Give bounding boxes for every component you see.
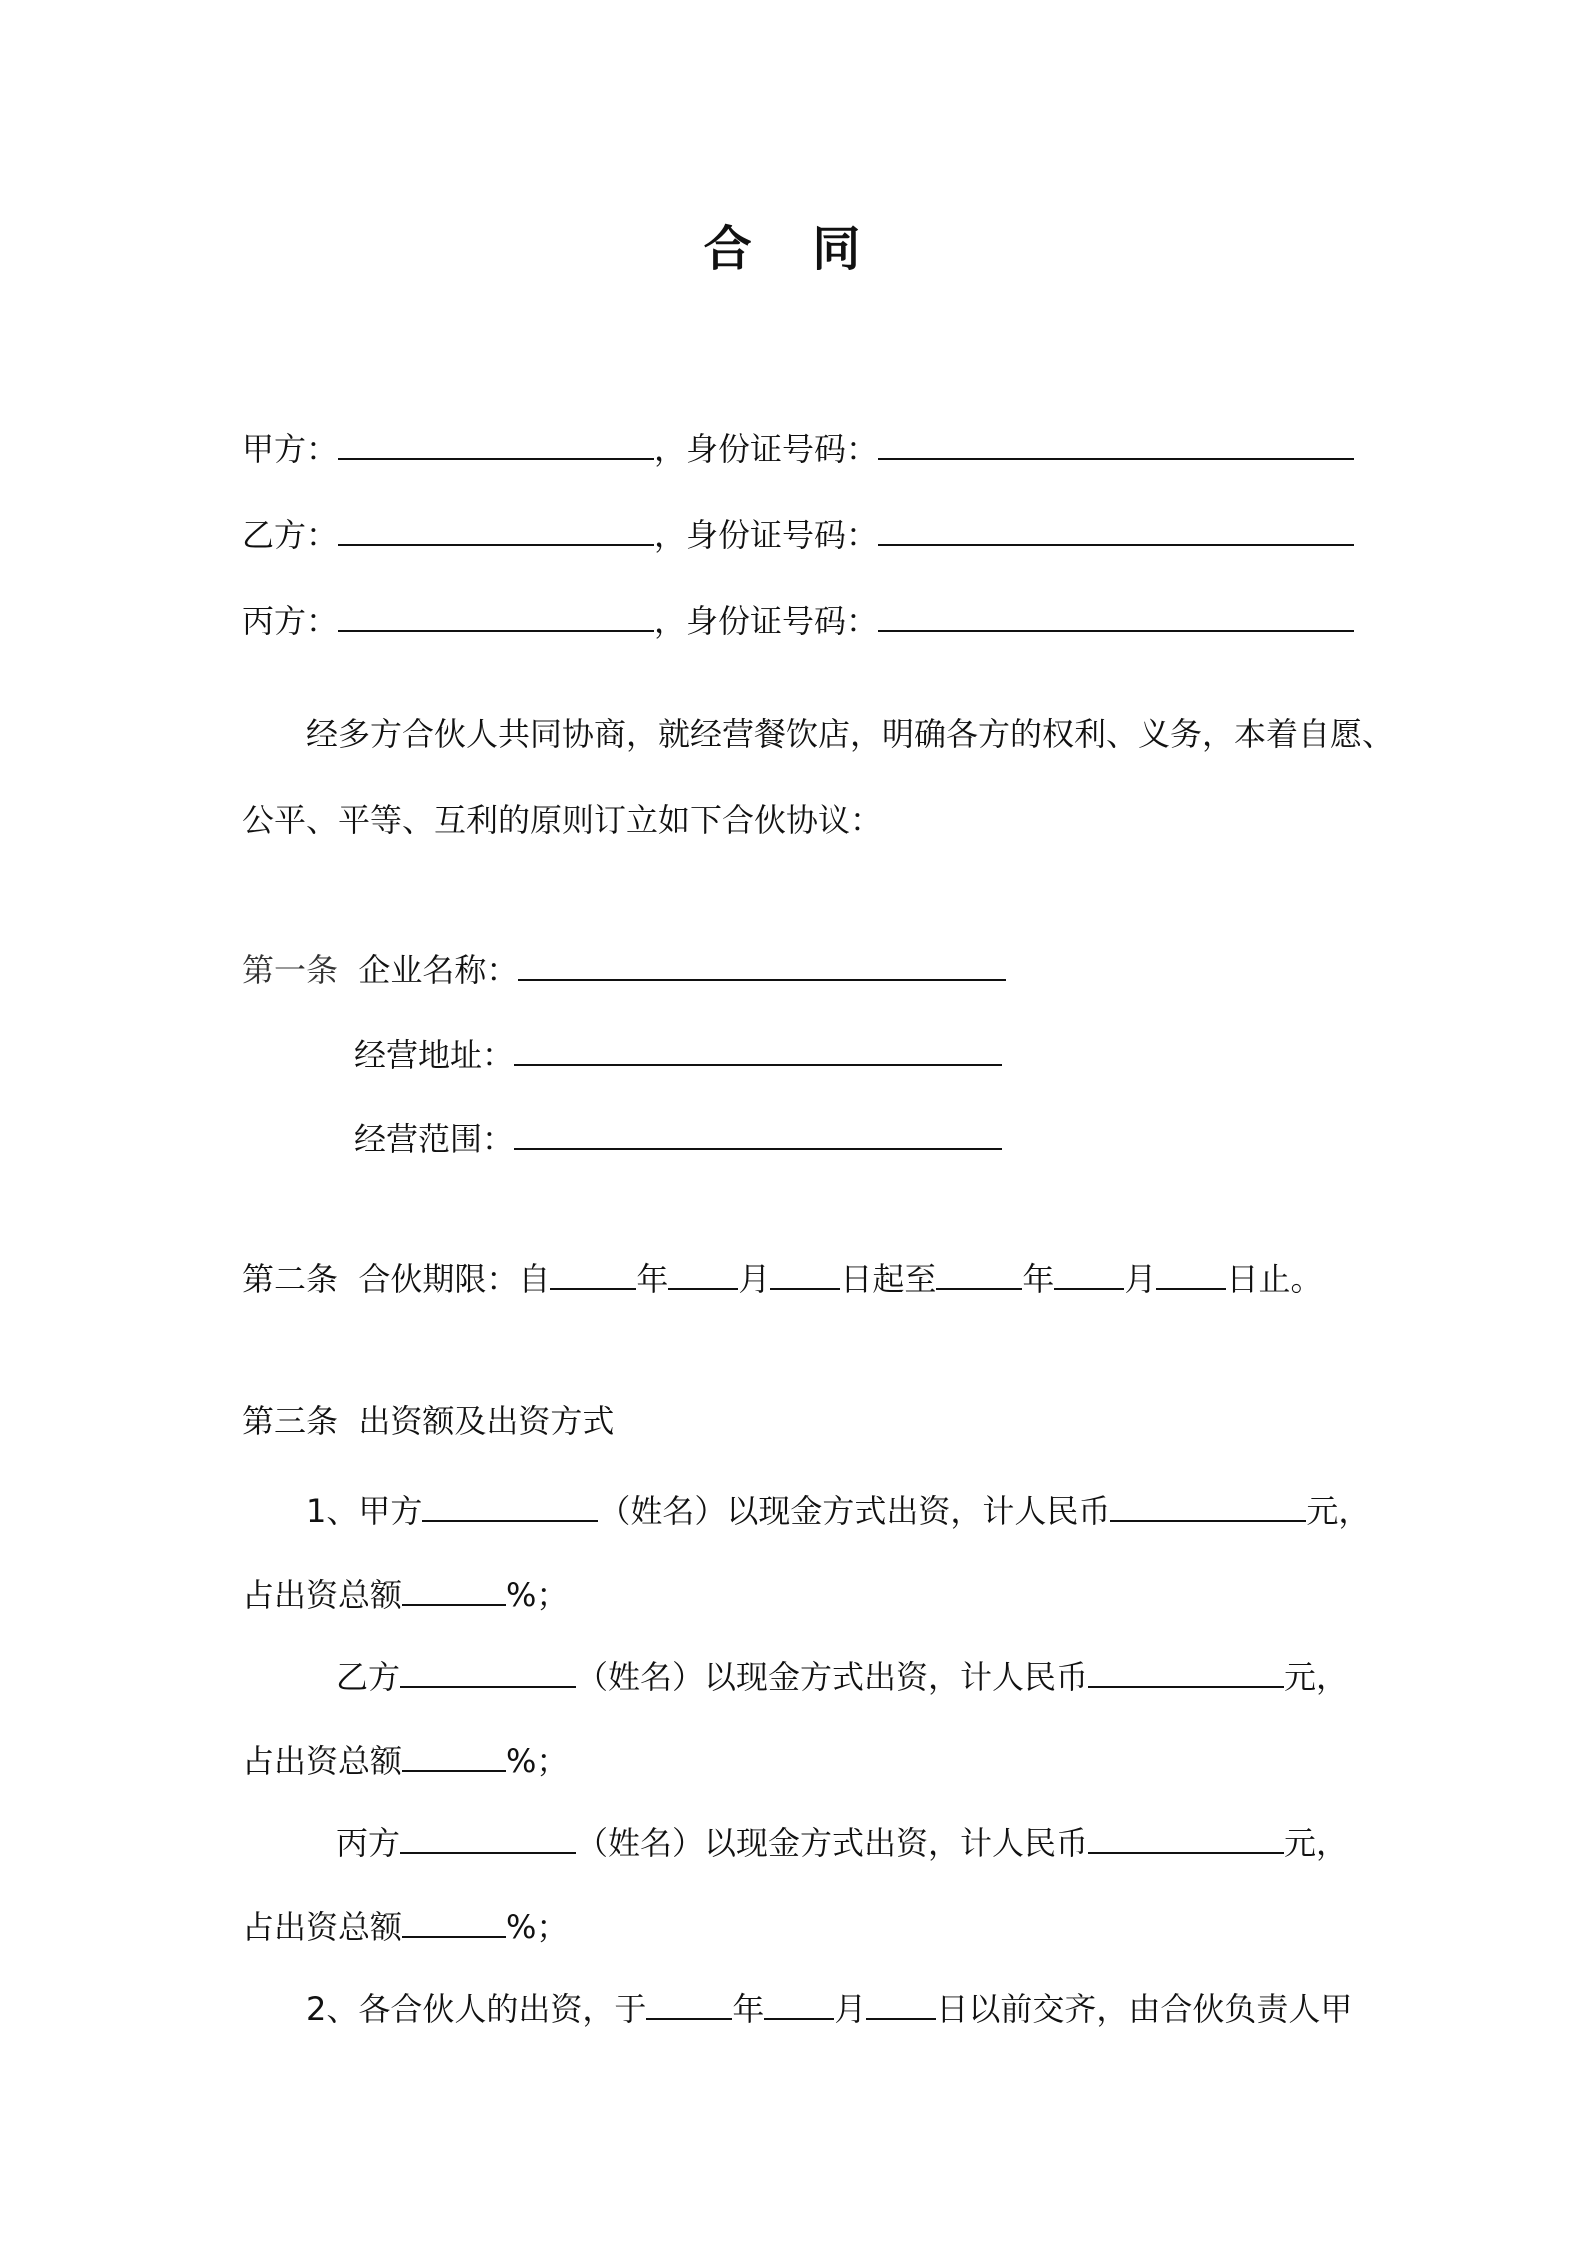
party-label: 乙方： xyxy=(242,516,339,554)
party-c-label: 丙方 xyxy=(336,1824,401,1862)
party-c-share-blank[interactable] xyxy=(402,1902,506,1938)
cash-note: （姓名）以现金方式出资，计人民币 xyxy=(598,1492,1111,1530)
contribution-b-row xyxy=(336,1652,1348,1701)
month-label: 月 xyxy=(1124,1260,1157,1298)
share-label: 占出资总额 xyxy=(242,1576,403,1614)
yuan-label: 元， xyxy=(1284,1658,1349,1696)
party-b-label: 乙方 xyxy=(336,1658,401,1696)
party-c-name-blank[interactable] xyxy=(400,1818,576,1854)
start-month-blank[interactable] xyxy=(668,1254,738,1290)
id-label: ，身份证号码： xyxy=(654,602,879,640)
contribution-a-row xyxy=(306,1486,1370,1535)
id-number-blank[interactable] xyxy=(878,424,1354,460)
start-year-blank[interactable] xyxy=(550,1254,636,1290)
month-label: 月 xyxy=(834,1990,867,2028)
article-1-name-row xyxy=(242,945,1006,994)
party-row-a xyxy=(242,424,1354,473)
article-2-row xyxy=(242,1254,1322,1303)
year-label: 年 xyxy=(1022,1260,1055,1298)
party-a-share-blank[interactable] xyxy=(402,1570,506,1606)
id-label: ，身份证号码： xyxy=(654,430,879,468)
party-label: 丙方： xyxy=(242,602,339,640)
id-number-blank[interactable] xyxy=(878,510,1354,546)
company-name-label: 企业名称： xyxy=(358,951,519,989)
payment-month-blank[interactable] xyxy=(764,1984,834,2020)
share-b-row xyxy=(242,1736,568,1785)
party-c-amount-blank[interactable] xyxy=(1088,1818,1284,1854)
article-2-prefix: 第二条 xyxy=(242,1260,339,1298)
end-month-blank[interactable] xyxy=(1054,1254,1124,1290)
year-label: 年 xyxy=(636,1260,669,1298)
year-label: 年 xyxy=(732,1990,765,2028)
intro-line-2: 公平、平等、互利的原则订立如下合伙协议： xyxy=(242,801,883,839)
end-day-blank[interactable] xyxy=(1156,1254,1226,1290)
article-1-prefix: 第一条 xyxy=(242,951,339,989)
article-1-address-row xyxy=(354,1030,1002,1079)
party-b-name-blank[interactable] xyxy=(400,1652,576,1688)
payment-deadline-row xyxy=(306,1984,1352,2033)
day-label: 日起至 xyxy=(840,1260,937,1298)
party-row-b xyxy=(242,510,1354,559)
payment-day-blank[interactable] xyxy=(866,1984,936,2020)
party-name-blank[interactable] xyxy=(338,596,654,632)
scope-label: 经营范围： xyxy=(354,1120,515,1158)
start-day-blank[interactable] xyxy=(770,1254,840,1290)
cash-note: （姓名）以现金方式出资，计人民币 xyxy=(576,1824,1089,1862)
percent-label: %； xyxy=(506,1742,569,1780)
share-label: 占出资总额 xyxy=(242,1908,403,1946)
party-a-name-blank[interactable] xyxy=(422,1486,598,1522)
term-label: 合伙期限：自 xyxy=(358,1260,551,1298)
share-label: 占出资总额 xyxy=(242,1742,403,1780)
percent-label: %； xyxy=(506,1576,569,1614)
id-number-blank[interactable] xyxy=(878,596,1354,632)
share-c-row xyxy=(242,1902,568,1951)
article-1-scope-row xyxy=(354,1114,1002,1163)
party-a-label: 1、甲方 xyxy=(306,1492,423,1530)
party-b-amount-blank[interactable] xyxy=(1088,1652,1284,1688)
address-blank[interactable] xyxy=(514,1030,1002,1066)
day-label: 日止。 xyxy=(1226,1260,1323,1298)
page-title: 合 同 xyxy=(703,221,883,277)
percent-label: %； xyxy=(506,1908,569,1946)
payment-year-blank[interactable] xyxy=(646,1984,732,2020)
yuan-label: 元， xyxy=(1284,1824,1349,1862)
address-label: 经营地址： xyxy=(354,1036,515,1074)
party-name-blank[interactable] xyxy=(338,424,654,460)
scope-blank[interactable] xyxy=(514,1114,1002,1150)
party-name-blank[interactable] xyxy=(338,510,654,546)
party-a-amount-blank[interactable] xyxy=(1110,1486,1306,1522)
id-label: ，身份证号码： xyxy=(654,516,879,554)
yuan-label: 元， xyxy=(1306,1492,1371,1530)
party-row-c xyxy=(242,596,1354,645)
company-name-blank[interactable] xyxy=(518,945,1006,981)
article-3-heading: 第三条 出资额及出资方式 xyxy=(242,1402,615,1440)
month-label: 月 xyxy=(738,1260,771,1298)
contribution-c-row xyxy=(336,1818,1348,1867)
cash-note: （姓名）以现金方式出资，计人民币 xyxy=(576,1658,1089,1696)
party-b-share-blank[interactable] xyxy=(402,1736,506,1772)
payment-deadline-tail: 日以前交齐，由合伙负责人甲 xyxy=(936,1990,1353,2028)
intro-line-1: 经多方合伙人共同协商，就经营餐饮店，明确各方的权利、义务，本着自愿、 xyxy=(306,715,1395,753)
payment-deadline-label: 2、各合伙人的出资，于 xyxy=(306,1990,647,2028)
end-year-blank[interactable] xyxy=(936,1254,1022,1290)
share-a-row xyxy=(242,1570,568,1619)
party-label: 甲方： xyxy=(242,430,339,468)
